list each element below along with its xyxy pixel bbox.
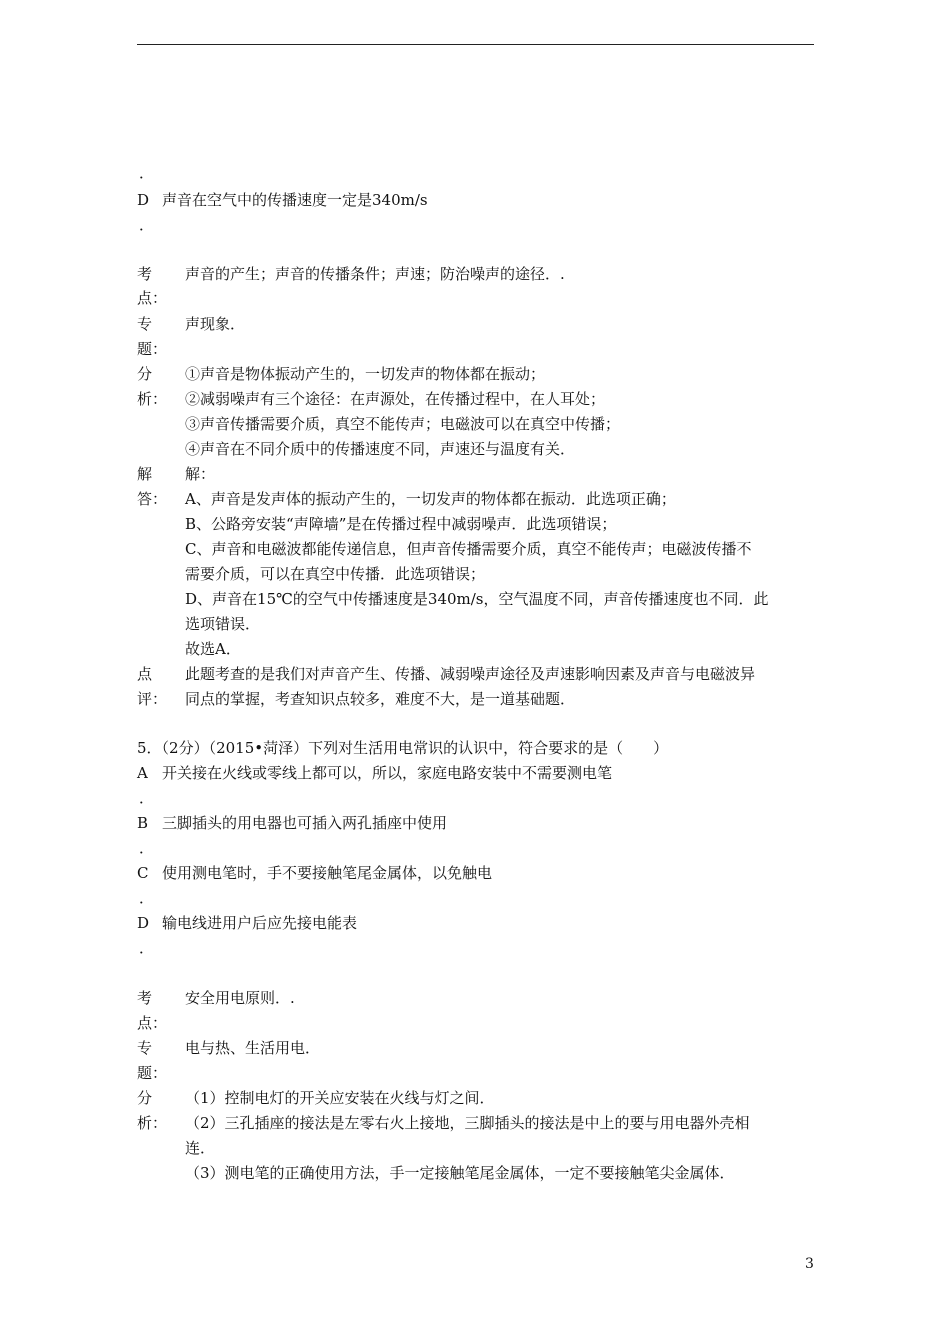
fenxi-line: （1）控制电灯的开关应安装在火线与灯之间． [185, 1089, 495, 1107]
zhuanti-label: 专 [137, 315, 153, 333]
fenxi-label: 析： [137, 1114, 168, 1132]
jieda-line: 需要介质，可以在真空中传播．此选项错误； [185, 565, 486, 583]
fenxi-line: ③声音传播需要介质，真空不能传声；电磁波可以在真空中传播； [185, 415, 621, 433]
fenxi-line: ②减弱噪声有三个途径：在声源处，在传播过程中，在人耳处； [185, 390, 606, 408]
jieda-label: 解 [137, 465, 153, 483]
option-dot: ． [139, 216, 155, 234]
fenxi-label: 析： [137, 390, 168, 408]
kaodian-label: 考 [137, 989, 153, 1007]
jieda-line: A、声音是发声体的振动产生的，一切发声的物体都在振动．此选项正确； [185, 490, 676, 508]
option-letter: A [137, 764, 148, 782]
jieda-line: 选项错误． [185, 615, 261, 633]
jieda-line: D、声音在15℃的空气中传播速度是340m/s，空气温度不同，声音传播速度也不同．此 [185, 590, 769, 608]
fenxi-label: 分 [137, 365, 153, 383]
option-dot: ． [139, 839, 155, 857]
fenxi-line: ①声音是物体振动产生的，一切发声的物体都在振动； [185, 365, 546, 383]
zhuanti-label: 题： [137, 340, 168, 358]
option-letter: C [137, 864, 149, 882]
option-dot: ． [139, 939, 155, 957]
option-dot: ． [139, 889, 155, 907]
fenxi-line: （2）三孔插座的接法是左零右火上接地，三脚插头的接法是中上的要与用电器外壳相 [185, 1114, 750, 1132]
fenxi-line: 连． [185, 1139, 216, 1157]
kaodian-label: 点： [137, 1014, 168, 1032]
option-letter: D [137, 914, 150, 932]
zhuanti-label: 题： [137, 1064, 168, 1082]
zhuanti-label: 专 [137, 1039, 153, 1057]
option-text: 三脚插头的用电器也可插入两孔插座中使用 [162, 814, 448, 832]
kaodian-label: 考 [137, 265, 153, 283]
fenxi-line: （3）测电笔的正确使用方法，手一定接触笔尾金属体，一定不要接触笔尖金属体． [185, 1164, 735, 1182]
option-letter: D [137, 191, 150, 209]
dianping-label: 点 [137, 665, 153, 683]
jieda-line: B、公路旁安装“声障墙”是在传播过程中减弱噪声．此选项错误； [185, 515, 617, 533]
jieda-line: 故选A． [185, 640, 241, 658]
fenxi-label: 分 [137, 1089, 153, 1107]
header-rule [137, 44, 814, 45]
option-text: 输电线进用户后应先接电能表 [162, 914, 358, 932]
kaodian-text: 安全用电原则．. [185, 989, 295, 1007]
dianping-label: 评： [137, 690, 168, 708]
option-dot: ． [139, 164, 155, 182]
option-text: 开关接在火线或零线上都可以，所以，家庭电路安装中不需要测电笔 [162, 764, 613, 782]
kaodian-text: 声音的产生；声音的传播条件；声速；防治噪声的途径．. [185, 265, 565, 283]
option-dot: ． [139, 789, 155, 807]
page-number: 3 [805, 1256, 814, 1272]
fenxi-line: ④声音在不同介质中的传播速度不同，声速还与温度有关． [185, 440, 576, 458]
dianping-line: 此题考查的是我们对声音产生、传播、减弱噪声途径及声速影响因素及声音与电磁波异 [185, 665, 756, 683]
jieda-line: 解： [185, 465, 216, 483]
question-stem: 5．（2分）（2015•菏泽）下列对生活用电常识的认识中，符合要求的是（ ） [137, 739, 669, 757]
option-text: 声音在空气中的传播速度一定是340m/s [162, 191, 428, 209]
jieda-line: C、声音和电磁波都能传递信息，但声音传播需要介质，真空不能传声；电磁波传播不 [185, 540, 752, 558]
dianping-line: 同点的掌握，考查知识点较多，难度不大，是一道基础题． [185, 690, 576, 708]
option-text: 使用测电笔时，手不要接触笔尾金属体，以免触电 [162, 864, 493, 882]
jieda-label: 答： [137, 490, 168, 508]
kaodian-label: 点： [137, 289, 168, 307]
zhuanti-text: 声现象． [185, 315, 246, 333]
zhuanti-text: 电与热、生活用电． [185, 1039, 321, 1057]
option-letter: B [137, 814, 149, 832]
